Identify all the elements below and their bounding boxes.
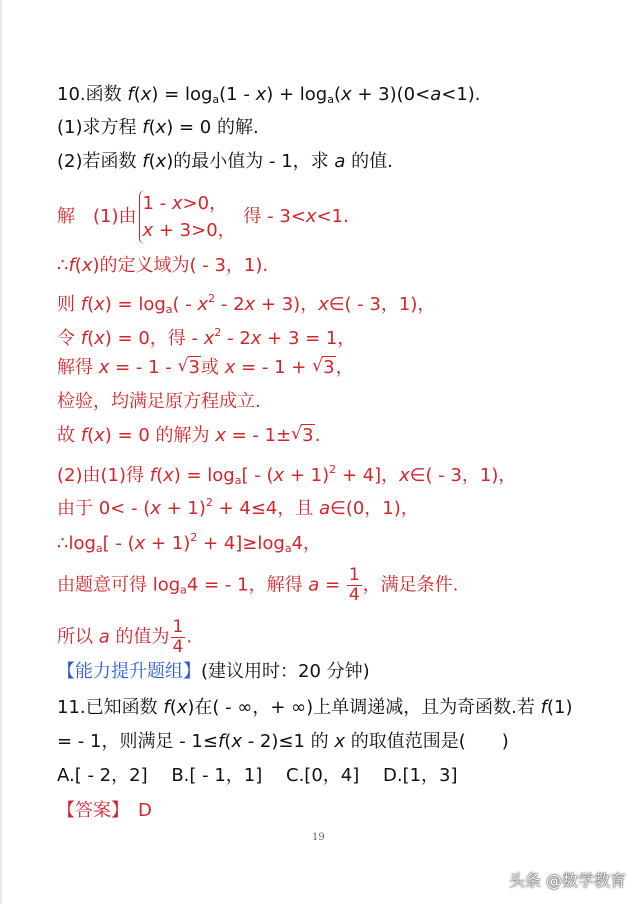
math-variable: x	[94, 328, 105, 349]
text-run: 由于 0< - (	[57, 498, 151, 519]
text-run: <1).	[441, 84, 481, 105]
text-run: = - 1 -	[109, 357, 178, 378]
math-variable: f	[142, 117, 149, 138]
system-row	[143, 217, 236, 244]
math-variable: f	[540, 697, 547, 718]
text-run: (1)求方程	[57, 117, 143, 138]
question-line	[57, 764, 458, 788]
math-variable: x	[250, 328, 262, 349]
text-run: + 4≤4，且	[212, 498, 320, 519]
text-run: 得 - 3<	[237, 206, 306, 227]
text-run: + 1)	[145, 533, 191, 554]
solution-line	[57, 491, 419, 521]
subscript: a	[284, 542, 292, 555]
denominator: 4	[348, 585, 360, 605]
text-run: 4，	[291, 533, 322, 554]
math-variable: x	[215, 425, 226, 446]
text-run: + 3)(0<	[351, 84, 431, 105]
text-run: ) = 0 的解.	[166, 117, 259, 138]
text-run: (	[87, 294, 95, 315]
math-variable: a	[334, 151, 346, 172]
text-run: + 4]，	[336, 465, 400, 486]
math-variable: f	[80, 294, 88, 315]
superscript: 2	[208, 292, 216, 305]
math-variable: x	[150, 498, 161, 519]
solution-line	[57, 799, 152, 823]
solution-line	[57, 390, 261, 414]
text-run: 解得	[57, 357, 99, 378]
text-run: >0，	[182, 193, 228, 214]
square-root	[187, 357, 201, 378]
math-variable: f	[149, 465, 157, 486]
text-run: ∈( - 3，1)，	[328, 294, 436, 315]
text-run: 【答案】 D	[57, 800, 152, 821]
numerator: 1	[172, 617, 184, 637]
question-line	[57, 150, 393, 174]
section-label: 【能力提升题组】	[57, 661, 201, 682]
math-variable: a	[430, 84, 442, 105]
text-run: )在( - ∞，+ ∞)上单调递减，且为奇函数.若	[187, 697, 541, 718]
page-number: 19	[312, 832, 325, 843]
question-line	[57, 83, 481, 112]
text-run: 检验，均满足原方程成立.	[57, 391, 261, 412]
math-variable: x	[171, 193, 183, 214]
text-run: 所以	[57, 626, 99, 648]
text-run: + 3 = 1，	[261, 328, 356, 349]
math-variable: x	[98, 357, 110, 378]
text-run: + 1)	[160, 498, 206, 519]
text-run: =	[319, 574, 346, 596]
solution-line	[57, 321, 355, 351]
text-run: 11.已知函数	[57, 697, 164, 718]
question-line	[57, 696, 572, 720]
math-variable: x	[155, 117, 167, 138]
text-run: ，	[335, 357, 354, 378]
text-run: )的定义域为( - 3，1).	[92, 255, 269, 276]
solution-line	[57, 356, 354, 380]
text-run: ) = 0 的解为	[104, 425, 216, 446]
text-run: [ - (	[241, 465, 274, 486]
math-variable: x	[273, 465, 285, 486]
text-run: + 3)，	[255, 294, 319, 315]
text-run: ∴log	[57, 533, 96, 554]
text-run: + 4]≥log	[197, 533, 285, 554]
math-variable: x	[231, 731, 242, 752]
text-run: 的值为	[109, 626, 170, 648]
math-variable: x	[341, 84, 352, 105]
superscript: 2	[190, 531, 198, 544]
text-run: 1 -	[142, 193, 172, 214]
square-root	[300, 425, 314, 446]
math-variable: x	[163, 465, 174, 486]
denominator: 4	[172, 637, 184, 657]
text-run: (	[148, 151, 156, 172]
text-run: 则	[57, 294, 81, 315]
text-run: .	[314, 425, 321, 446]
text-run: 解 (1)由	[57, 206, 137, 227]
solution-line	[57, 566, 458, 605]
math-variable: x	[81, 255, 93, 276]
math-variable: x	[224, 357, 236, 378]
text-run: (	[169, 697, 177, 718]
math-variable: x	[142, 220, 154, 241]
solution-line	[57, 526, 321, 561]
text-run: (	[333, 84, 341, 105]
solution-line	[57, 618, 192, 657]
text-run: ) = log	[151, 84, 213, 105]
subscript: a	[165, 303, 173, 316]
fraction	[347, 566, 362, 605]
radicand: √ 3	[301, 424, 314, 446]
text-run: (	[87, 425, 95, 446]
watermark: 头条 @数学教育	[508, 871, 626, 890]
text-run: ∈(0，1)，	[330, 498, 419, 519]
math-variable: x	[244, 294, 256, 315]
math-variable: f	[80, 425, 88, 446]
math-variable: x	[203, 328, 215, 349]
equation-system	[139, 190, 236, 244]
math-variable: x	[94, 425, 105, 446]
text-run: ( -	[172, 294, 198, 315]
math-variable: f	[80, 328, 88, 349]
text-run: ∴	[57, 255, 69, 276]
math-variable: f	[127, 84, 134, 105]
text-run: (1 -	[219, 84, 256, 105]
math-variable: x	[255, 84, 267, 105]
text-run: 10.函数	[57, 84, 128, 105]
text-run: ∈( - 3，1)，	[409, 465, 517, 486]
math-variable: a	[308, 574, 320, 596]
text-run: - 2	[215, 294, 245, 315]
text-run: (1)	[546, 697, 573, 718]
text-run: (	[224, 731, 232, 752]
math-variable: x	[176, 697, 188, 718]
math-variable: x	[334, 731, 346, 752]
subscript: a	[212, 93, 220, 106]
system-row	[143, 190, 236, 217]
text-run: = - 1±	[225, 425, 292, 446]
math-variable: x	[140, 84, 152, 105]
solution-line	[57, 287, 435, 322]
solution-line	[57, 254, 268, 278]
text-run: - 2	[221, 328, 251, 349]
math-variable: x	[94, 294, 105, 315]
math-variable: x	[305, 206, 317, 227]
superscript: 2	[205, 496, 213, 509]
text-run: 4 = - 1，解得	[186, 574, 309, 596]
text-run: + 3>0，	[153, 220, 236, 241]
text-run: <1.	[316, 206, 349, 227]
superscript: 2	[329, 463, 337, 476]
solution-line	[57, 190, 349, 244]
solution-line	[57, 424, 320, 448]
text-run: 令	[57, 328, 81, 349]
text-run: (	[156, 465, 164, 486]
text-run: ) = log	[173, 465, 235, 486]
fraction	[171, 618, 186, 657]
math-variable: x	[399, 465, 410, 486]
math-variable: f	[68, 255, 75, 276]
text-run: = - 1 +	[235, 357, 313, 378]
math-variable: x	[134, 533, 146, 554]
math-variable: x	[318, 294, 329, 315]
math-variable: a	[319, 498, 331, 519]
superscript: 2	[214, 326, 222, 339]
text-run: ) = 0，得 -	[104, 328, 204, 349]
text-run: ，满足条件.	[362, 574, 459, 596]
text-run: (	[148, 117, 156, 138]
question-line	[57, 660, 370, 684]
math-variable: f	[142, 151, 149, 172]
text-run: (2)若函数	[57, 151, 143, 172]
radicand: √ 3	[322, 356, 335, 378]
question-line	[57, 116, 259, 140]
math-variable: a	[98, 626, 110, 648]
question-line	[57, 730, 509, 754]
math-variable: x	[197, 294, 209, 315]
subscript: a	[234, 474, 242, 487]
text-run: = - 1，则满足 - 1≤	[57, 731, 218, 752]
text-run: [ - (	[102, 533, 135, 554]
text-run: 由题意可得 log	[57, 574, 181, 596]
text-run: ) + log	[266, 84, 328, 105]
text-run: + 1)	[284, 465, 330, 486]
text-run: 的取值范围是( )	[345, 731, 509, 752]
math-variable: f	[217, 731, 225, 752]
math-variable: f	[163, 697, 170, 718]
text-run: (	[74, 255, 82, 276]
text-run: - 2)≤1 的	[241, 731, 335, 752]
page-edge	[0, 0, 2, 904]
text-run: 故	[57, 425, 81, 446]
text-run: 的值.	[345, 151, 393, 172]
radicand: √ 3	[188, 356, 201, 378]
text-run: .	[186, 626, 193, 648]
text-run: ) = log	[104, 294, 166, 315]
solution-line	[57, 458, 516, 493]
subscript: a	[327, 93, 334, 106]
subscript: a	[180, 583, 187, 597]
text-run: 或	[200, 357, 225, 378]
text-run: (建议用时：20 分钟)	[201, 661, 370, 682]
text-run: )的最小值为 - 1，求	[166, 151, 335, 172]
square-root	[321, 357, 335, 378]
text-run: A.[ - 2，2] B.[ - 1，1] C.[0，4] D.[1，3]	[57, 765, 458, 786]
numerator: 1	[348, 565, 360, 585]
text-run: (	[87, 328, 95, 349]
text-run: (	[133, 84, 141, 105]
subscript: a	[95, 542, 103, 555]
text-run: (2)由(1)得	[57, 465, 150, 486]
math-variable: x	[155, 151, 167, 172]
